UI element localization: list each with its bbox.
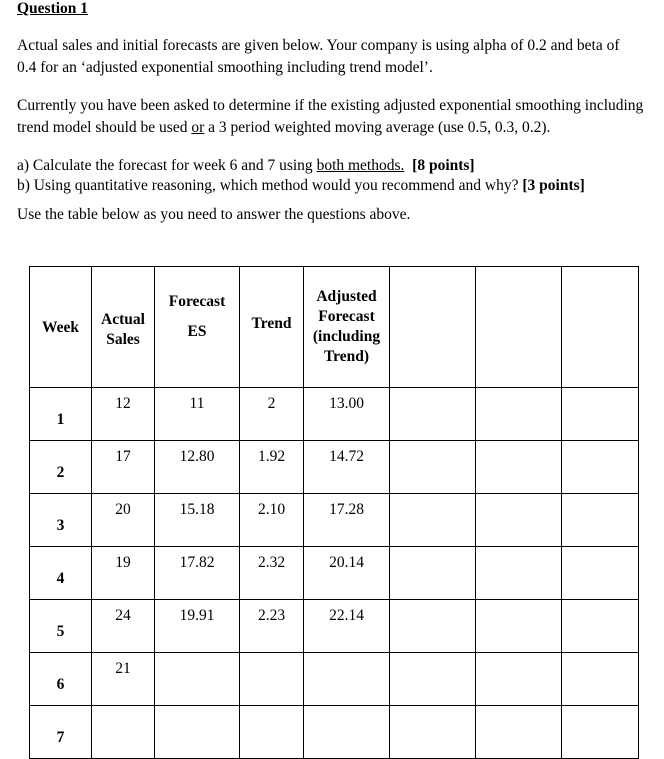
cell-forecast bbox=[155, 706, 240, 759]
table-header-row bbox=[30, 267, 639, 388]
question-a-points: [8 points] bbox=[412, 157, 475, 174]
question-b-text: b) Using quantitative reasoning, which method would you recommend and why? bbox=[17, 177, 523, 194]
table-row bbox=[30, 547, 639, 600]
table-row bbox=[30, 441, 639, 494]
header-actual-sales: Actual Sales bbox=[92, 267, 155, 388]
cell-sales: 12 bbox=[92, 388, 155, 441]
cell-forecast: 12.80 bbox=[155, 441, 240, 494]
cell-empty bbox=[562, 441, 639, 494]
context-line-2b: a 3 period weighted moving average (use 0.5, 0.3, 0.2). bbox=[204, 119, 551, 136]
cell-trend: 1.92 bbox=[240, 441, 304, 494]
cell-empty bbox=[390, 547, 476, 600]
cell-week: 1 bbox=[30, 388, 92, 441]
cell-forecast: 15.18 bbox=[155, 494, 240, 547]
cell-forecast: 11 bbox=[155, 388, 240, 441]
cell-week: 2 bbox=[30, 441, 92, 494]
context-or: or bbox=[191, 119, 205, 136]
context-paragraph bbox=[17, 95, 657, 139]
cell-empty bbox=[562, 653, 639, 706]
cell-empty bbox=[390, 653, 476, 706]
cell-adjusted bbox=[304, 653, 390, 706]
header-empty-1 bbox=[390, 267, 476, 388]
cell-forecast: 17.82 bbox=[155, 547, 240, 600]
cell-trend: 2.10 bbox=[240, 494, 304, 547]
cell-empty bbox=[390, 441, 476, 494]
cell-forecast bbox=[155, 653, 240, 706]
cell-week: 7 bbox=[30, 706, 92, 759]
cell-empty bbox=[390, 600, 476, 653]
cell-forecast: 19.91 bbox=[155, 600, 240, 653]
header-adjusted-forecast: Adjusted Forecast (including Trend) bbox=[304, 267, 390, 388]
cell-empty bbox=[476, 600, 562, 653]
cell-sales: 19 bbox=[92, 547, 155, 600]
cell-sales: 24 bbox=[92, 600, 155, 653]
cell-empty bbox=[476, 441, 562, 494]
cell-adjusted: 14.72 bbox=[304, 441, 390, 494]
table-row bbox=[30, 653, 639, 706]
cell-empty bbox=[476, 653, 562, 706]
intro-line-2: 0.4 for an ‘adjusted exponential smoothing including trend model’. bbox=[17, 59, 433, 76]
cell-sales: 20 bbox=[92, 494, 155, 547]
table-row bbox=[30, 706, 639, 759]
cell-trend bbox=[240, 706, 304, 759]
intro-line-1: Actual sales and initial forecasts are given below. Your company is using alpha of 0.2 and beta of bbox=[17, 37, 620, 54]
cell-empty bbox=[562, 547, 639, 600]
cell-adjusted bbox=[304, 706, 390, 759]
table-instruction: Use the table below as you need to answer the questions above. bbox=[17, 206, 411, 223]
cell-empty bbox=[390, 706, 476, 759]
question-a bbox=[17, 155, 475, 177]
header-empty-2 bbox=[476, 267, 562, 388]
question-heading: Question 1 bbox=[17, 0, 89, 17]
table-row bbox=[30, 600, 639, 653]
cell-empty bbox=[562, 706, 639, 759]
forecast-table bbox=[29, 266, 639, 759]
cell-week: 4 bbox=[30, 547, 92, 600]
cell-sales bbox=[92, 706, 155, 759]
cell-empty bbox=[476, 494, 562, 547]
header-week: Week bbox=[30, 267, 92, 388]
cell-week: 3 bbox=[30, 494, 92, 547]
cell-adjusted: 13.00 bbox=[304, 388, 390, 441]
cell-trend: 2.23 bbox=[240, 600, 304, 653]
cell-adjusted: 20.14 bbox=[304, 547, 390, 600]
cell-trend bbox=[240, 653, 304, 706]
cell-empty bbox=[476, 547, 562, 600]
header-empty-3 bbox=[562, 267, 639, 388]
cell-empty bbox=[476, 706, 562, 759]
question-a-underlined: both methods. bbox=[316, 157, 405, 174]
cell-sales: 17 bbox=[92, 441, 155, 494]
question-a-text: a) Calculate the forecast for week 6 and 7 using bbox=[17, 157, 317, 174]
cell-adjusted: 22.14 bbox=[304, 600, 390, 653]
cell-sales: 21 bbox=[92, 653, 155, 706]
cell-empty bbox=[562, 494, 639, 547]
cell-adjusted: 17.28 bbox=[304, 494, 390, 547]
context-line-1: Currently you have been asked to determine if the existing adjusted exponential smoothing including bbox=[17, 97, 644, 114]
table-row bbox=[30, 494, 639, 547]
cell-week: 6 bbox=[30, 653, 92, 706]
cell-empty bbox=[390, 494, 476, 547]
header-trend: Trend bbox=[240, 267, 304, 388]
cell-empty bbox=[562, 388, 639, 441]
cell-empty bbox=[390, 388, 476, 441]
cell-empty bbox=[476, 388, 562, 441]
cell-trend: 2.32 bbox=[240, 547, 304, 600]
intro-paragraph bbox=[17, 35, 657, 79]
cell-trend: 2 bbox=[240, 388, 304, 441]
cell-week: 5 bbox=[30, 600, 92, 653]
question-b-points: [3 points] bbox=[522, 177, 585, 194]
context-line-2a: trend model should be used bbox=[17, 119, 192, 136]
cell-empty bbox=[562, 600, 639, 653]
header-forecast-es: Forecast ES bbox=[155, 267, 240, 388]
question-b bbox=[17, 175, 585, 197]
table-row bbox=[30, 388, 639, 441]
